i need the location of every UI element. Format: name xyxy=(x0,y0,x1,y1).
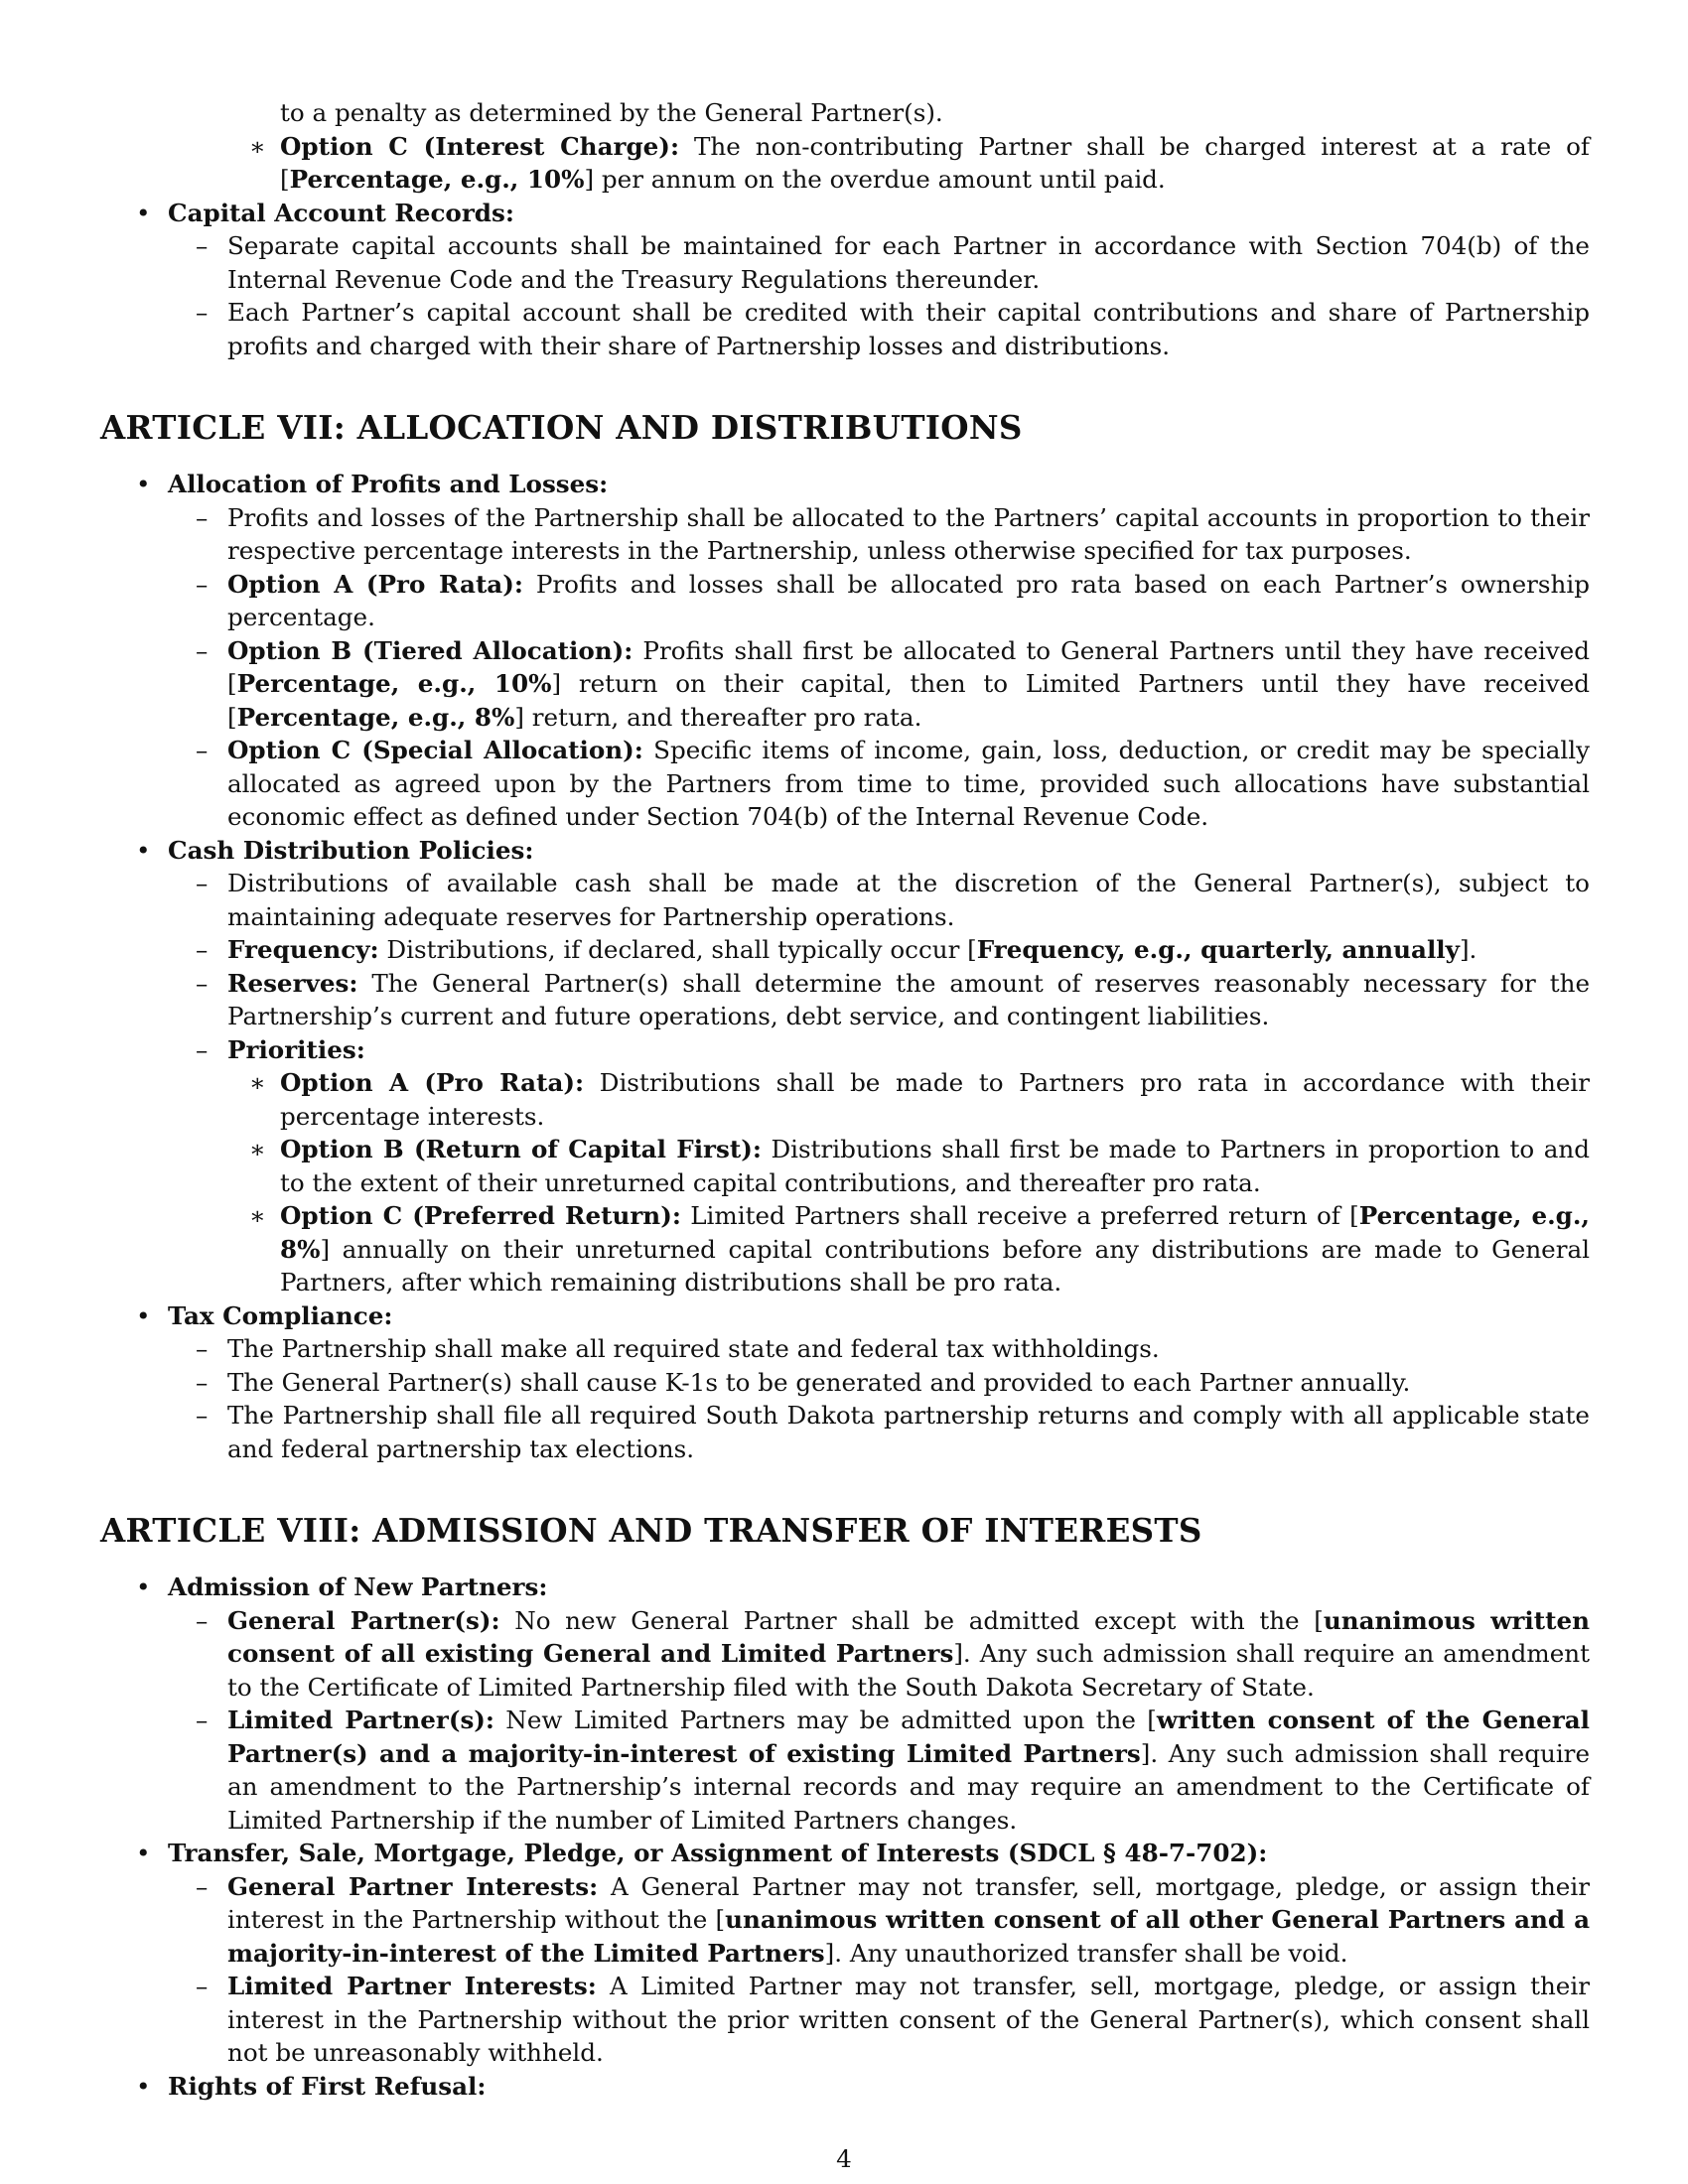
list-item: – Each Partner’s capital account shall be credited with their capital contributions and share of Partnership profits and charged with their share of Partnership losses and distributions. xyxy=(196,298,1590,360)
list-item: – Option B (Tiered Allocation): Profits shall first be allocated to General Partners until they have received [Percentage, e.g., 10%] return on their capital, then to Limited Partners until they have received [Percentage, e.g., 8%] return, and thereafter pro rata. xyxy=(196,635,1591,732)
list-item: ∗ Option B (Return of Capital First): Distributions shall first be made to Partners in proportion to and to the extent of their unreturned capital contributions, and thereafter pro rata. xyxy=(249,1135,1590,1197)
list-item: ∗ Option C (Preferred Return): Limited Partners shall receive a preferred return of [Percentage, e.g., 8%] annually on their unreturned capital contributions before any distributions are made to General Partners, after which remaining distributions shall be pro rata. xyxy=(249,1201,1590,1297)
page-number: 4 xyxy=(836,2144,852,2173)
article-viii-heading: ARTICLE VIII: ADMISSION AND TRANSFER OF INTERESTS xyxy=(100,1511,1202,1550)
list-item: – Option C (Special Allocation): Specific items of income, gain, loss, deduction, or credit may be specially allocated as agreed upon by the Partners from time to time, provided such allocations have substantial economic effect as defined under Section 704(b) of the Internal Revenue Code. xyxy=(196,736,1590,831)
article-vii-heading: ARTICLE VII: ALLOCATION AND DISTRIBUTIONS xyxy=(100,408,1023,447)
list-item: – The General Partner(s) shall cause K-1s to be generated and provided to each Partner annually. xyxy=(196,1367,1411,1397)
rights-of-first-refusal-item: • Rights of First Refusal: xyxy=(136,2071,487,2101)
list-item: – Separate capital accounts shall be maintained for each Partner in accordance with Section 704(b) of the Internal Revenue Code and the Treasury Regulations thereunder. xyxy=(196,231,1590,294)
list-item: – Option A (Pro Rata): Profits and losses shall be allocated pro rata based on each Partner’s ownership percentage. xyxy=(196,569,1590,631)
transfer-item: • Transfer, Sale, Mortgage, Pledge, or Assignment of Interests (SDCL § 48-7-702): xyxy=(136,1839,1268,1867)
tax-compliance-item: • Tax Compliance: xyxy=(136,1300,393,1330)
cash-distribution-item: • Cash Distribution Policies: xyxy=(136,835,534,865)
bullet-marker: • xyxy=(136,198,151,227)
list-item: – Limited Partner Interests: A Limited Partner may not transfer, sell, mortgage, pledge, or assign their interest in the Partnership without the prior written consent of the General Partner(s), which consent shall not be unreasonably withheld. xyxy=(196,1972,1590,2067)
list-item: – Priorities: xyxy=(196,1034,365,1064)
continuation-line: to a penalty as determined by the General Partner(s). xyxy=(280,98,943,127)
list-item: – Distributions of available cash shall be made at the discretion of the General Partner(s), subject to maintaining adequate reserves for Partnership operations. xyxy=(196,869,1590,931)
star-marker: ∗ xyxy=(249,131,266,161)
list-item: – Profits and losses of the Partnership shall be allocated to the Partners’ capital accounts in proportion to their respective percentage interests in the Partnership, unless otherwise specified for tax purposes. xyxy=(196,502,1590,565)
list-item: – General Partner(s): No new General Partner shall be admitted except with the [unanimous written consent of all existing General and Limited Partners]. Any such admission shall require an amendment to the Certificate of Limited Partnership filed with the South Dakota Secretary of State. xyxy=(196,1605,1591,1702)
list-item: ∗ Option A (Pro Rata): Distributions shall be made to Partners pro rata in accordance with their percentage interests. xyxy=(249,1068,1591,1131)
list-item: – Frequency: Distributions, if declared, shall typically occur [Frequency, e.g., quarterly, annually]. xyxy=(196,935,1477,964)
list-item: – The Partnership shall file all required South Dakota partnership returns and comply with all applicable state and federal partnership tax elections. xyxy=(196,1401,1590,1463)
option-c-interest-charge: ∗ Option C (Interest Charge): The non-contributing Partner shall be charged interest at a rate of [Percentage, e.g., 10%] per annum on the overdue amount until paid. xyxy=(249,131,1590,194)
allocation-item: • Allocation of Profits and Losses: xyxy=(136,470,609,498)
list-item: – Limited Partner(s): New Limited Partners may be admitted upon the [written consent of the General Partner(s) and a majority-in-interest of existing Limited Partners]. Any such admission shall require an amendment to the Partnership’s internal records and may require an amendment to the Certificate of Limited Partnership if the number of Limited Partners changes. xyxy=(196,1706,1590,1835)
list-item: – The Partnership shall make all required state and federal tax withholdings. xyxy=(196,1334,1160,1363)
capital-records-item: • Capital Account Records: xyxy=(100,197,1590,230)
list-item: – Reserves: The General Partner(s) shall determine the amount of reserves reasonably necessary for the Partnership’s current and future operations, debt service, and contingent liabilities. xyxy=(196,968,1590,1030)
document-page xyxy=(100,96,1590,2103)
admission-item: • Admission of New Partners: xyxy=(136,1572,548,1601)
list-item: – General Partner Interests: A General Partner may not transfer, sell, mortgage, pledge, or assign their interest in the Partnership without the [unanimous written consent of all other General Partners and a majority-in-interest of the Limited Partners]. Any unauthorized transfer shall be void. xyxy=(196,1871,1591,1968)
